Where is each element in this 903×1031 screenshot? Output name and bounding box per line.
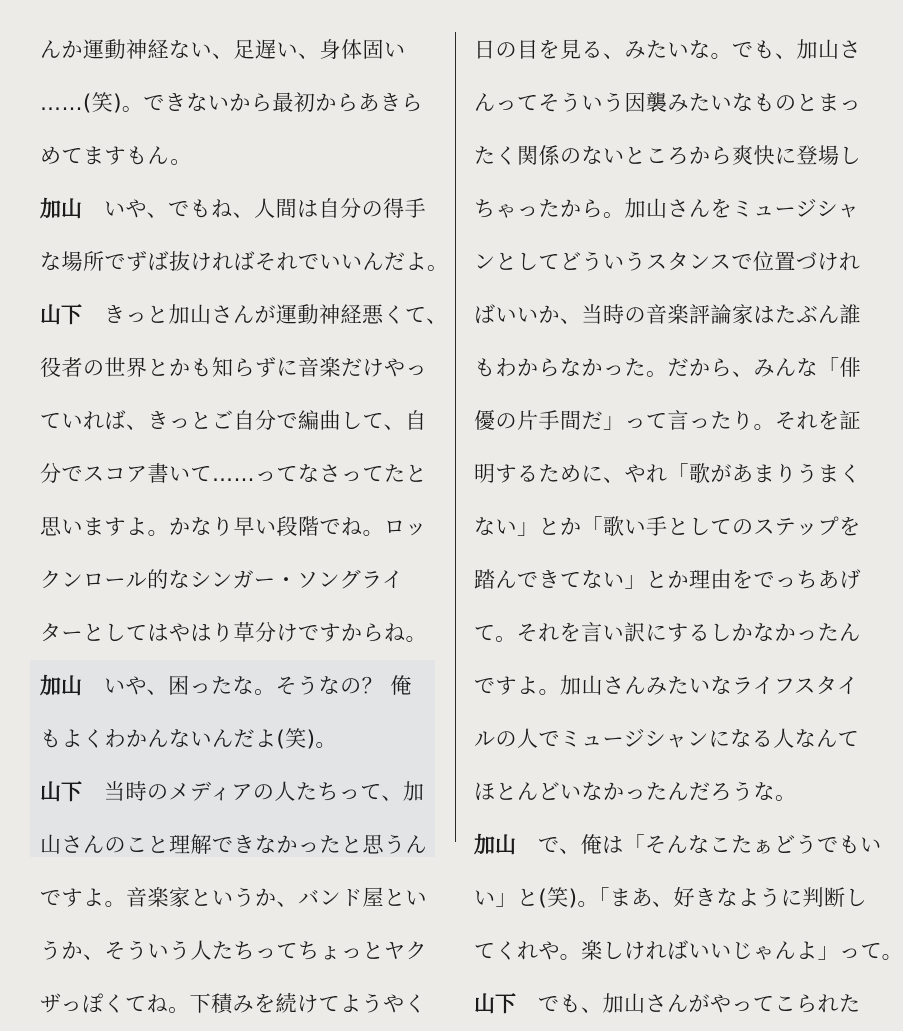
text-line: 山さんのこと理解できなかったと思うん — [40, 833, 427, 857]
text-line: ですよ。加山さんみたいなライフスタイ — [474, 674, 859, 698]
text-line: んってそういう因襲みたいなものとまっ — [474, 91, 861, 115]
text-line: い」と(笑)。「まあ、好きなように判断し — [474, 886, 868, 910]
text-line: ちゃったから。加山さんをミュージシャ — [474, 197, 860, 221]
text-line: ですよ。音楽家というか、バンド屋とい — [40, 886, 427, 910]
speaker-name: 加山 — [474, 833, 516, 857]
speaker-name: 加山 — [40, 197, 82, 221]
text-line: んか運動神経ない、足遅い、身体固い — [40, 38, 406, 62]
text-line: 山下 でも、加山さんがやってこられた — [474, 992, 861, 1016]
text-line: ない」とか「歌い手としてのステップを — [474, 515, 861, 539]
text-line: 日の目を見る、みたいな。でも、加山さ — [474, 38, 861, 62]
text-line: 分でスコア書いて……ってなさってたと — [40, 462, 427, 486]
right-column — [474, 24, 903, 1031]
text-line: 山下 当時のメディアの人たちって、加 — [40, 780, 425, 804]
text-line: 加山 で、俺は「そんなこたぁどうでもい — [474, 833, 882, 857]
text-line: て。それを言い訳にするしかなかったん — [474, 621, 861, 645]
speaker-name: 山下 — [40, 303, 82, 327]
text-line: ルの人でミュージシャンになる人なんて — [474, 727, 860, 751]
text-line: たく関係のないところから爽快に登場し — [474, 144, 861, 168]
text-line: ていれば、きっとご自分で編曲して、自 — [40, 409, 427, 433]
column-divider — [455, 32, 456, 842]
text-line: ばいいか、当時の音楽評論家はたぶん誰 — [474, 303, 861, 327]
text-line: 明するために、やれ「歌があまりうまく — [474, 462, 861, 486]
text-line: ほとんどいなかったんだろうな。 — [474, 780, 797, 804]
text-line: てくれや。楽しければいいじゃんよ」って。 — [474, 939, 903, 963]
text-line: ……(笑)。できないから最初からあきら — [40, 91, 423, 115]
text-line: 山下 きっと加山さんが運動神経悪くて、 — [40, 303, 448, 327]
text-line: もよくわかんないんだよ(笑)。 — [40, 727, 337, 751]
left-column — [40, 24, 449, 1031]
text-line: 加山 いや、困ったな。そうなの？ 俺 — [40, 674, 412, 698]
speaker-name: 山下 — [474, 992, 516, 1016]
speaker-name: 山下 — [40, 780, 82, 804]
text-line: めてますもん。 — [40, 144, 192, 168]
text-line: ターとしてはやはり草分けですからね。 — [40, 621, 427, 645]
text-line: ンとしてどういうスタンスで位置づけれ — [474, 250, 861, 274]
text-line: 優の片手間だ」って言ったり。それを証 — [474, 409, 861, 433]
text-line: な場所でずば抜ければそれでいいんだよ。 — [40, 250, 449, 274]
text-line: もわからなかった。だから、みんな「俳 — [474, 356, 861, 380]
text-line: 加山 いや、でもね、人間は自分の得手 — [40, 197, 427, 221]
text-line: クンロール的なシンガー・ソングライ — [40, 568, 404, 592]
text-line: 思いますよ。かなり早い段階でね。ロッ — [40, 515, 427, 539]
text-line: ザっぽくてね。下積みを続けてようやく — [40, 992, 427, 1016]
text-line: 踏んできてない」とか理由をでっちあげ — [474, 568, 861, 592]
text-line: うか、そういう人たちってちょっとヤク — [40, 939, 427, 963]
speaker-name: 加山 — [40, 674, 82, 698]
text-line: 役者の世界とかも知らずに音楽だけやっ — [40, 356, 427, 380]
